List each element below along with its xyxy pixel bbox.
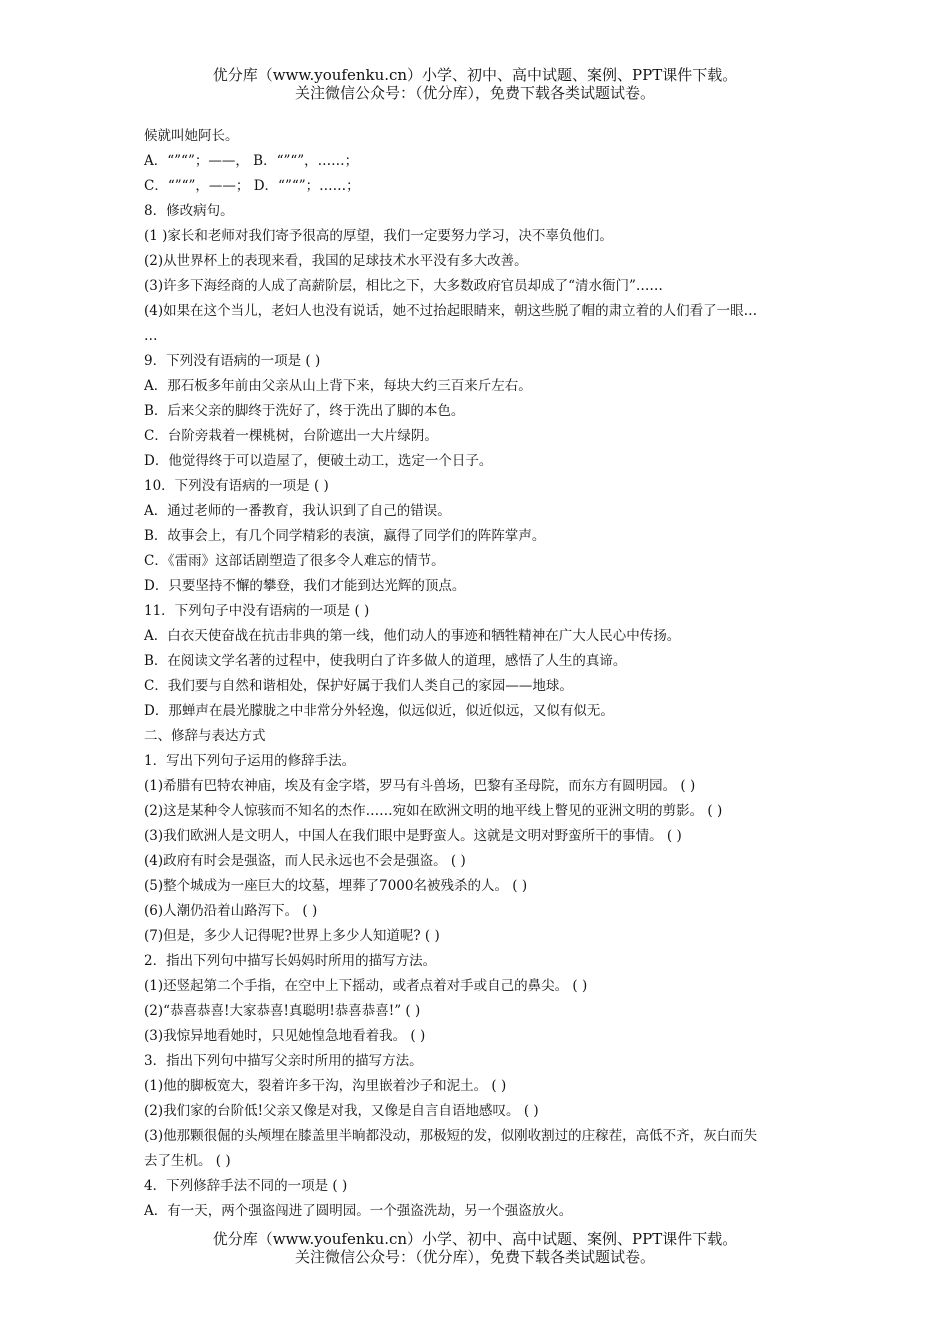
text-line: (2)“恭喜恭喜!大家恭喜!真聪明!恭喜恭喜!” ( ): [144, 1003, 421, 1019]
text-line: 2．指出下列句中描写长妈妈时所用的描写方法。: [144, 953, 437, 969]
document-body: [144, 124, 812, 1224]
text-line: B．在阅读文学名著的过程中，使我明白了许多做人的道理，感悟了人生的真谛。: [144, 653, 627, 669]
text-line: (3)许多下海经商的人成了高薪阶层，相比之下，大多数政府官员却成了“清水衙门”……: [144, 278, 663, 294]
text-line: 二、修辞与表达方式: [144, 728, 266, 744]
text-line: (1)他的脚板宽大，裂着许多干沟，沟里嵌着沙子和泥土。 ( ): [144, 1078, 507, 1094]
text-line: 9．下列没有语病的一项是 ( ): [144, 353, 321, 369]
text-line: 4．下列修辞手法不同的一项是 ( ): [144, 1178, 348, 1194]
text-line: 8．修改病句。: [144, 203, 234, 219]
text-line: (3)我惊异地看她时，只见她惶急地看着我。 ( ): [144, 1028, 426, 1044]
text-line: D．他觉得终于可以造屋了，便破土动工，选定一个日子。: [144, 453, 493, 469]
text-line: (3)我们欧洲人是文明人，中国人在我们眼中是野蛮人。这就是文明对野蛮所干的事情。 ( ): [144, 828, 682, 844]
text-line: A．白衣天使奋战在抗击非典的第一线，他们动人的事迹和牺牲精神在广大人民心中传扬。: [144, 628, 681, 644]
text-line: 1．写出下列句子运用的修辞手法。: [144, 753, 356, 769]
text-line: 3．指出下列句中描写父亲时所用的描写方法。: [144, 1053, 423, 1069]
text-line: 去了生机。 ( ): [144, 1153, 231, 1169]
text-line: D．那蝉声在晨光朦胧之中非常分外轻逸，似远似近，似近似远，又似有似无。: [144, 703, 614, 719]
text-line: …: [144, 328, 158, 344]
text-line: A．“”“”；——， B．“”“”，……；: [144, 153, 359, 169]
text-line: (1)还竖起第二个手指，在空中上下摇动，或者点着对手或自己的鼻尖。 ( ): [144, 978, 588, 994]
text-line: B．后来父亲的脚终于洗好了，终于洗出了脚的本色。: [144, 403, 465, 419]
footer-line-1: 优分库（www.youfenku.cn）小学、初中、高中试题、案例、PPT课件下载。: [212, 1230, 738, 1248]
text-line: (2)我们家的台阶低!父亲又像是对我，又像是自言自语地感叹。 ( ): [144, 1103, 539, 1119]
text-line: 候就叫她阿长。: [144, 128, 239, 144]
page-header: [0, 66, 950, 102]
text-line: 10．下列没有语病的一项是 ( ): [144, 478, 329, 494]
text-line: (6)人潮仍沿着山路泻下。 ( ): [144, 903, 318, 919]
text-line: (7)但是，多少人记得呢?世界上多少人知道呢? ( ): [144, 928, 440, 944]
text-line: C．台阶旁栽着一棵桃树，台阶遮出一大片绿阴。: [144, 428, 438, 444]
text-line: D．只要坚持不懈的攀登，我们才能到达光辉的顶点。: [144, 578, 466, 594]
header-line-2: 关注微信公众号：（优分库），免费下载各类试题试卷。: [294, 84, 655, 102]
text-line: C．我们要与自然和谐相处，保护好属于我们人类自己的家园——地球。: [144, 678, 573, 694]
text-line: (2)这是某种令人惊骇而不知名的杰作……宛如在欧洲文明的地平线上瞥见的亚洲文明的剪影。 ( ): [144, 803, 723, 819]
footer-line-2: 关注微信公众号：（优分库），免费下载各类试题试卷。: [294, 1248, 655, 1266]
text-line: A．那石板多年前由父亲从山上背下来，每块大约三百来斤左右。: [144, 378, 532, 394]
text-line: (2)从世界杯上的表现来看，我国的足球技术水平没有多大改善。: [144, 253, 528, 269]
text-line: A．通过老师的一番教育，我认识到了自己的错误。: [144, 503, 451, 519]
text-line: (1)希腊有巴特农神庙，埃及有金字塔，罗马有斗兽场，巴黎有圣母院，而东方有圆明园。 ( ): [144, 778, 696, 794]
text-line: (1 )家长和老师对我们寄予很高的厚望，我们一定要努力学习，决不辜负他们。: [144, 228, 613, 244]
text-line: (3)他那颗很倔的头颅埋在膝盖里半晌都没动，那极短的发，似刚收割过的庄稼茬，高低不齐，灰白而失: [144, 1128, 758, 1144]
text-line: (4)政府有时会是强盗，而人民永远也不会是强盗。 ( ): [144, 853, 466, 869]
text-line: 11．下列句子中没有语病的一项是 ( ): [144, 603, 370, 619]
text-line: (5)整个城成为一座巨大的坟墓，埋葬了7000名被残杀的人。 ( ): [144, 878, 528, 894]
page-footer: [0, 1230, 950, 1266]
text-line: C．《雷雨》这部话剧塑造了很多令人难忘的情节。: [144, 553, 445, 569]
text-line: A．有一天，两个强盗闯进了圆明园。一个强盗洗劫，另一个强盗放火。: [144, 1203, 573, 1219]
text-line: B．故事会上，有几个同学精彩的表演，赢得了同学们的阵阵掌声。: [144, 528, 546, 544]
text-line: (4)如果在这个当儿，老妇人也没有说话，她不过抬起眼睛来，朝这些脱了帽的肃立着的人们看了一眼…: [144, 303, 758, 319]
header-line-1: 优分库（www.youfenku.cn）小学、初中、高中试题、案例、PPT课件下载。: [212, 66, 738, 84]
text-line: C．“”“”，——； D．“”“”；……；: [144, 178, 360, 194]
